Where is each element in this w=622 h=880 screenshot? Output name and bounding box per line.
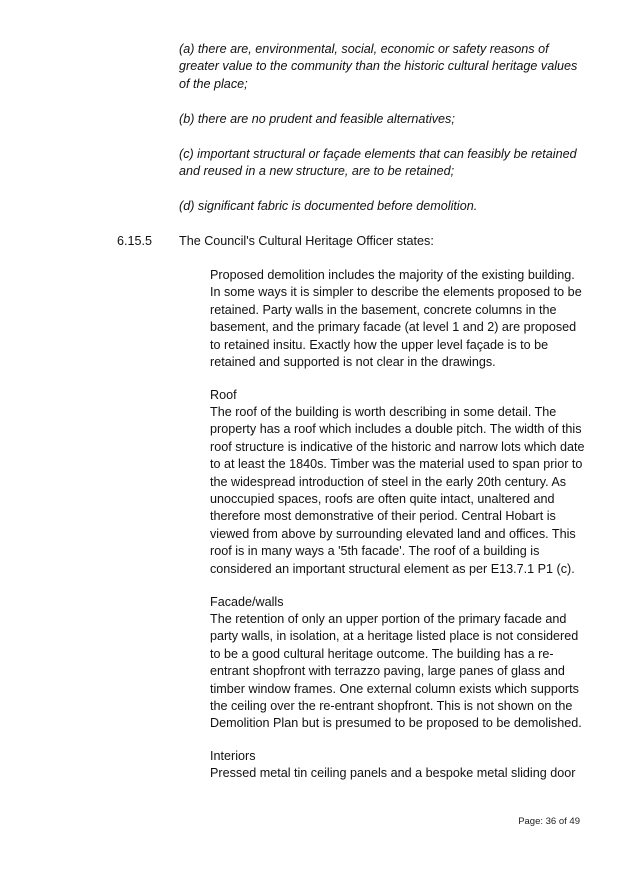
facade-paragraph: The retention of only an upper portion of the primary facade and party walls, in isolation, at a heritage listed place is not considered to be a good cultural heritage outcome. The building has a re-entrant shopfront with terrazzo paving, large panes of glass and timber window frames. One external column exists which supports the ceiling over the re-entrant shopfront. This is not shown on the Demolition Plan but is presumed to be proposed to be demolished. (210, 612, 582, 731)
roof-heading: Roof (210, 388, 237, 402)
interiors-paragraph: Pressed metal tin ceiling panels and a bespoke metal sliding door (210, 766, 576, 780)
interiors-heading: Interiors (210, 749, 256, 763)
clause-number: 6.15.5 (117, 234, 153, 248)
criterion-b: (b) there are no prudent and feasible alternatives; (179, 112, 455, 126)
facade-heading: Facade/walls (210, 595, 284, 609)
officer-intro-paragraph: Proposed demolition includes the majority of the existing building. In some ways it is simpler to describe the elements proposed to be retained. Party walls in the basement, concrete columns in the basement, and the primary facade (at level 1 and 2) are proposed to retained insitu. Exactly how the upper level façade is to be retained and supported is not clear in the drawings. (210, 268, 582, 370)
criterion-c: (c) important structural or façade elements that can feasibly be retained and reused in a new structure, are to be retained; (179, 147, 577, 179)
criterion-a: (a) there are, environmental, social, economic or safety reasons of greater value to the community than the historic cultural heritage values of the place; (179, 42, 578, 91)
clause-text: The Council's Cultural Heritage Officer states: (179, 234, 434, 248)
page-number: Page: 36 of 49 (518, 816, 580, 827)
criterion-d: (d) significant fabric is documented before demolition. (179, 199, 478, 213)
roof-paragraph: The roof of the building is worth describing in some detail. The property has a roof which includes a double pitch. The width of this roof structure is indicative of the historic and narrow lots which date to at least the 1840s. Timber was the material used to span prior to the widespread introduction of steel in the early 20th century. As unoccupied spaces, roofs are often quite intact, unaltered and therefore most demonstrative of their period. Central Hobart is viewed from above by surrounding elevated land and offices. This roof is in many ways a '5th facade'. The roof of a building is considered an important structural element as per E13.7.1 P1 (c). (210, 405, 585, 576)
